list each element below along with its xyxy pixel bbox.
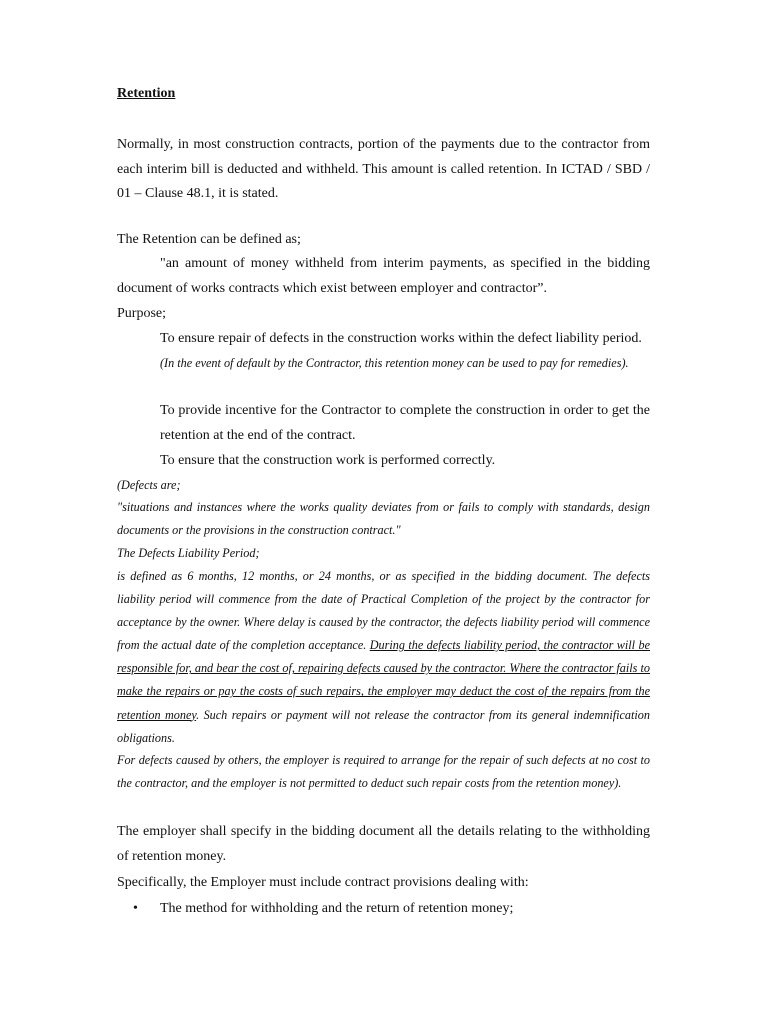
purpose-item-1: To ensure repair of defects in the construction works within the defect liability period. [160, 331, 642, 346]
dlp-label: The Defects Liability Period; [117, 546, 260, 560]
dlp-text-underlined: During the defects liability period, the contractor will be responsible for, and bear the cost of, repairing defects caused by the contractor. Where the contractor fails to make the repairs or pay the costs of such repairs, the employer may deduct the cost of the repairs from the retention money [117, 638, 650, 722]
purpose-item-1-note: (In the event of default by the Contractor, this retention money can be used to pay for remedies). [160, 356, 629, 370]
purpose-label: Purpose; [117, 306, 166, 321]
dlp-text-b: . Such repairs or payment will not release the contractor from its general indemnification obligations. [117, 707, 650, 745]
specifically-line: Specifically, the Employer must include contract provisions dealing with: [117, 875, 529, 890]
defects-definition: "situations and instances where the works quality deviates from or fails to comply with standards, design documents or the provisions in the construction contract." [117, 500, 650, 538]
purpose-item-3: To ensure that the construction work is performed correctly. [160, 453, 496, 468]
employer-specify-paragraph: The employer shall specify in the bidding document all the details relating to the withholding of retention money. [117, 824, 650, 864]
defined-as-line: The Retention can be defined as; [117, 232, 301, 247]
section-title: Retention [117, 86, 176, 101]
bullet-item-text: The method for withholding and the return of retention money; [160, 901, 514, 916]
others-paragraph: For defects caused by others, the employer is required to arrange for the repair of such defects at no cost to the contractor, and the employer is not permitted to deduct such repair costs from the retention money). [117, 753, 650, 791]
intro-paragraph: Normally, in most construction contracts, portion of the payments due to the contractor from each interim bill is deducted and withheld. This amount is called retention. In ICTAD / SBD / 01 – Clause 48.1, it is stated. [117, 137, 650, 201]
dlp-text-a: is defined as 6 months, 12 months, or 24 months, or as specified in the bidding document. The defects liability period will commence from the date of Practical Completion of the project by the contractor for acceptance by the owner. Where delay is caused by the contractor, the defects liability period will commence from the actual date of the completion acceptance. [117, 569, 650, 653]
purpose-item-2: To provide incentive for the Contractor to complete the construction in order to get the retention at the end of the contract. [160, 403, 650, 443]
dlp-paragraph [117, 565, 650, 750]
defects-label: (Defects are; [117, 478, 181, 492]
definition-quote: "an amount of money withheld from interim payments, as specified in the bidding document of works contracts which exist between employer and contractor”. [117, 256, 650, 296]
bullet-icon: • [133, 901, 138, 916]
